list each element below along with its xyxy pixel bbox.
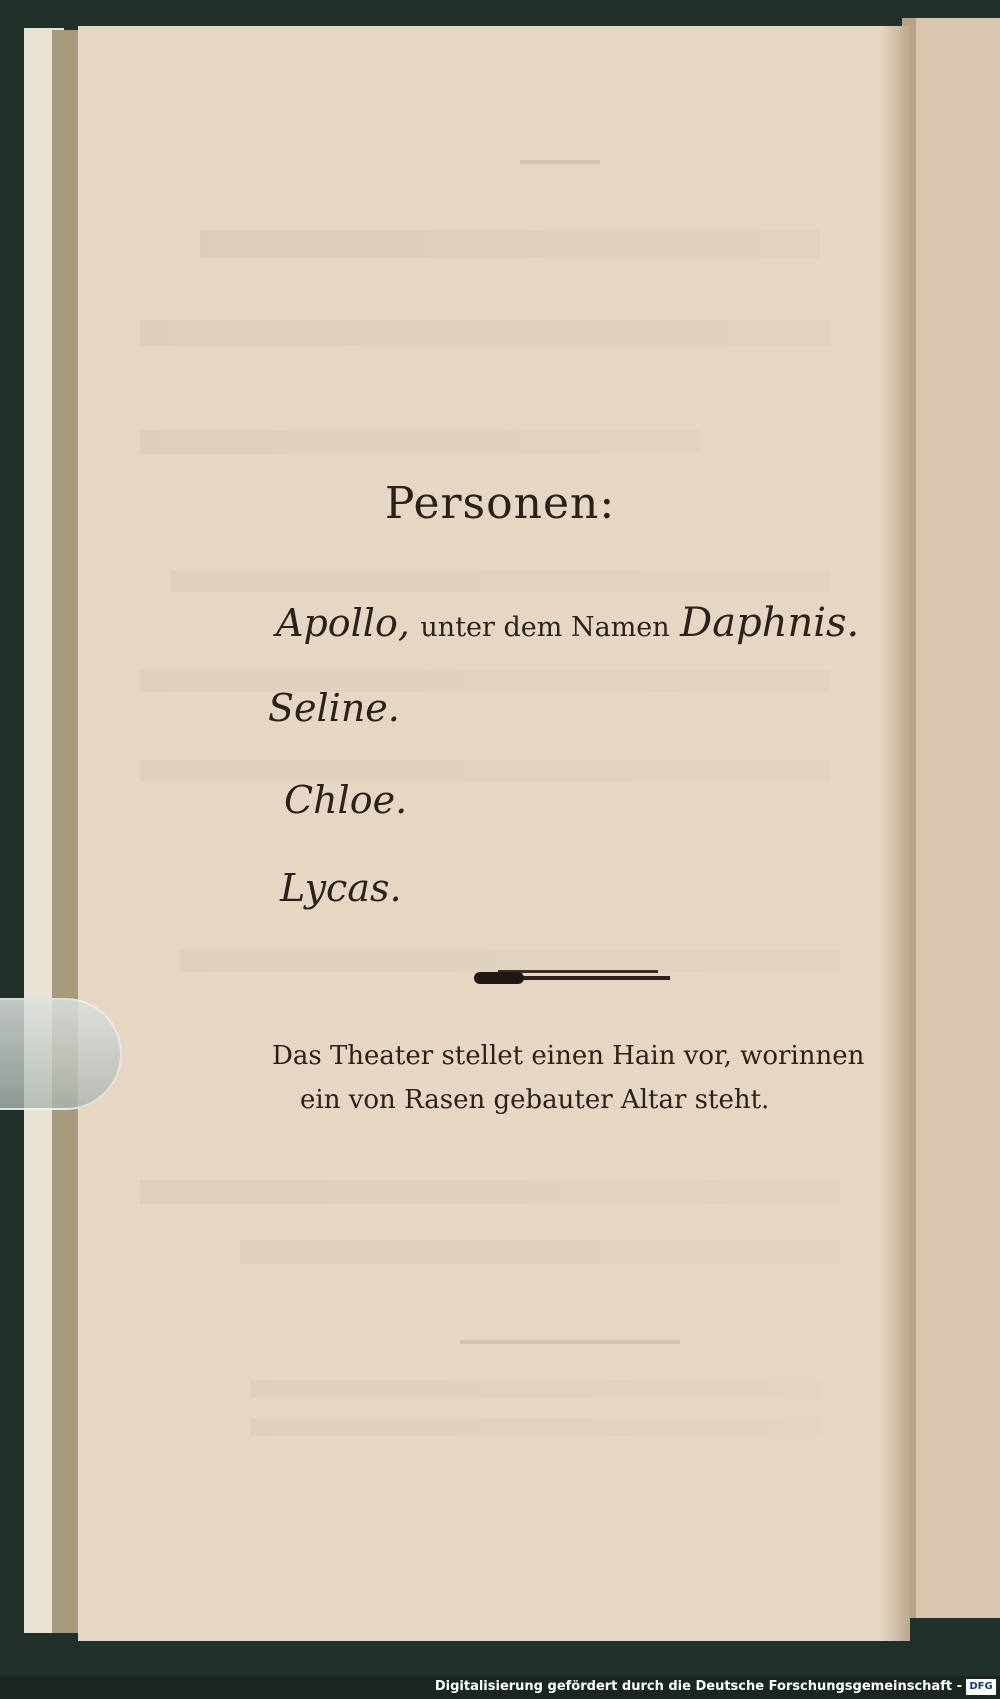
cast-line-apollo xyxy=(276,600,859,646)
role-apollo: Apollo, xyxy=(276,601,410,645)
cast-line-seline xyxy=(268,686,400,730)
book-page xyxy=(78,26,910,1641)
persons-heading: Personen: xyxy=(384,478,616,529)
role-apollo-alias: Daphnis. xyxy=(680,600,860,646)
footer-credit: Digitalisierung gefördert durch die Deutsche Forschungsgemeinschaft - xyxy=(434,1679,962,1694)
cast-line-lycas xyxy=(280,866,402,910)
facing-page-edge xyxy=(912,18,1000,1618)
role-seline: Seline. xyxy=(268,686,400,730)
role-apollo-desc: unter dem Namen xyxy=(420,612,670,643)
stage-direction-line-2: ein von Rasen gebauter Altar steht. xyxy=(300,1085,770,1115)
stage-direction xyxy=(272,1034,922,1122)
footer-bar xyxy=(0,1676,1000,1699)
role-chloe: Chloe. xyxy=(284,778,408,822)
dfg-logo: DFG xyxy=(966,1679,996,1695)
divider-ornament xyxy=(474,970,674,986)
cast-line-chloe xyxy=(284,778,407,822)
page-clip-holder xyxy=(0,998,122,1110)
stage-direction-line-1: Das Theater stellet einen Hain vor, worinnen xyxy=(272,1041,865,1071)
page-curl-shadow xyxy=(880,26,910,1641)
divider-ink-blot xyxy=(474,972,524,984)
role-lycas: Lycas. xyxy=(280,866,402,910)
